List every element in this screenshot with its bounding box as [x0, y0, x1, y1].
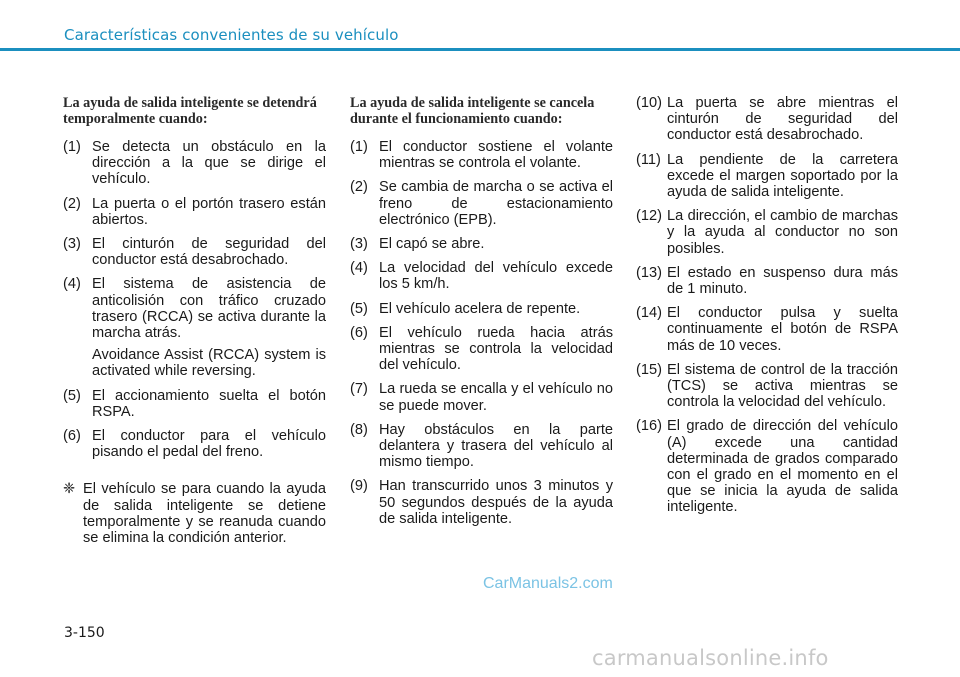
column-1 — [63, 95, 326, 546]
item-text: Hay obstáculos en la parte delantera y trasera del vehículo al mismo tiempo. — [379, 421, 613, 471]
footer-watermark: carmanualsonline.info — [592, 646, 829, 670]
list-item — [636, 152, 898, 201]
item-text: El sistema de control de la tracción (TCS) se activa mientras se controla la velocidad del vehículo. — [667, 361, 898, 411]
item-number: (15) — [636, 361, 662, 378]
list-item — [350, 478, 613, 527]
list-item — [63, 276, 326, 341]
page-number: 3-150 — [64, 625, 105, 641]
item-number: (2) — [350, 179, 368, 196]
item-number: (7) — [350, 381, 368, 398]
item-text: El vehículo rueda hacia atrás mientras se controla la velocidad del vehículo. — [379, 324, 613, 374]
list-item — [636, 305, 898, 354]
item-number: (3) — [350, 236, 368, 253]
list-item — [636, 362, 898, 411]
item-text: El sistema de asistencia de anticolisión con tráfico cruzado trasero (RCCA) se activa durante la marcha atrás. — [92, 276, 326, 342]
note-text: El vehículo se para cuando la ayuda de salida inteligente se detiene temporalmente y se reanuda cuando se elimina la condición anterior. — [83, 481, 326, 547]
list-item — [350, 260, 613, 292]
item-text: La puerta se abre mientras el cinturón de seguridad del conductor está desabrochado. — [667, 95, 898, 144]
item-number: (3) — [63, 236, 81, 253]
list-item — [636, 208, 898, 257]
item-text: Se cambia de marcha o se activa el freno de estacionamiento electrónico (EPB). — [379, 179, 613, 228]
note — [63, 481, 326, 546]
item-text: El grado de dirección del vehículo (A) excede una cantidad determinada de grados comparado con el grado en el momento en el que se inicia la ayuda de salida inteligente. — [667, 418, 898, 516]
item-text: La puerta o el portón trasero están abiertos. — [92, 195, 326, 228]
list-item — [350, 236, 613, 252]
item-number: (4) — [350, 260, 368, 277]
item-number: (6) — [350, 324, 368, 341]
item-text: El cinturón de seguridad del conductor está desabrochado. — [92, 236, 326, 269]
item-text: El vehículo acelera de repente. — [379, 300, 581, 317]
list-item — [63, 139, 326, 188]
item-text: El conductor para el vehículo pisando el pedal del freno. — [92, 428, 326, 461]
item-text: La rueda se encalla y el vehículo no se puede mover. — [379, 381, 613, 414]
column-2 — [350, 95, 613, 535]
item-number: (5) — [63, 387, 81, 404]
item-number: (10) — [636, 95, 662, 111]
item-text: El capó se abre. — [379, 236, 485, 253]
list-item — [350, 301, 613, 317]
column-3 — [636, 95, 898, 524]
list-item — [63, 236, 326, 268]
list-item — [636, 265, 898, 297]
item-extra-text: Avoidance Assist (RCCA) system is activated while reversing. — [92, 347, 326, 380]
item-text: La pendiente de la carretera excede el margen soportado por la ayuda de salida inteligente. — [667, 151, 898, 201]
item-number: (12) — [636, 208, 662, 225]
item-number: (1) — [63, 139, 81, 155]
item-number: (13) — [636, 264, 662, 281]
list-item — [350, 325, 613, 374]
list-item — [63, 428, 326, 460]
item-number: (9) — [350, 478, 368, 495]
list-item — [636, 95, 898, 144]
heading-temporary-stop: La ayuda de salida inteligente se detendrá temporalmente cuando: — [63, 95, 317, 127]
item-text: El conductor sostiene el volante mientras se controla el volante. — [379, 139, 613, 172]
header-rule — [0, 48, 960, 51]
item-number: (2) — [63, 195, 81, 212]
item-number: (4) — [63, 276, 81, 293]
item-text: La velocidad del vehículo excede los 5 km/h. — [379, 260, 613, 293]
item-text: La dirección, el cambio de marchas y la ayuda al conductor no son posibles. — [667, 208, 898, 257]
list-item — [350, 179, 613, 228]
section-title: Características convenientes de su vehículo — [64, 26, 399, 44]
list-item — [350, 422, 613, 471]
list-item — [350, 381, 613, 413]
item-number: (14) — [636, 305, 662, 322]
item-number: (5) — [350, 300, 368, 317]
heading-cancel: La ayuda de salida inteligente se cancela durante el funcionamiento cuando: — [350, 95, 595, 127]
list-item — [63, 388, 326, 420]
item-number: (8) — [350, 421, 368, 438]
item-text: El accionamiento suelta el botón RSPA. — [92, 387, 326, 420]
list-item — [63, 196, 326, 228]
item-number: (1) — [350, 139, 368, 155]
item-number: (11) — [636, 151, 661, 168]
item-number: (6) — [63, 428, 81, 445]
item-number: (16) — [636, 418, 662, 435]
list-item — [350, 139, 613, 171]
note-mark-icon: ❈ — [63, 481, 76, 498]
watermark: CarManuals2.com — [483, 575, 613, 592]
item-text: El estado en suspenso dura más de 1 minuto. — [667, 264, 898, 298]
item-text: Se detecta un obstáculo en la dirección a la que se dirige el vehículo. — [92, 139, 326, 188]
list-item — [636, 418, 898, 515]
item-text: El conductor pulsa y suelta continuamente el botón de RSPA más de 10 veces. — [667, 305, 898, 354]
item-text: Han transcurrido unos 3 minutos y 50 segundos después de la ayuda de salida inteligente. — [379, 478, 613, 527]
